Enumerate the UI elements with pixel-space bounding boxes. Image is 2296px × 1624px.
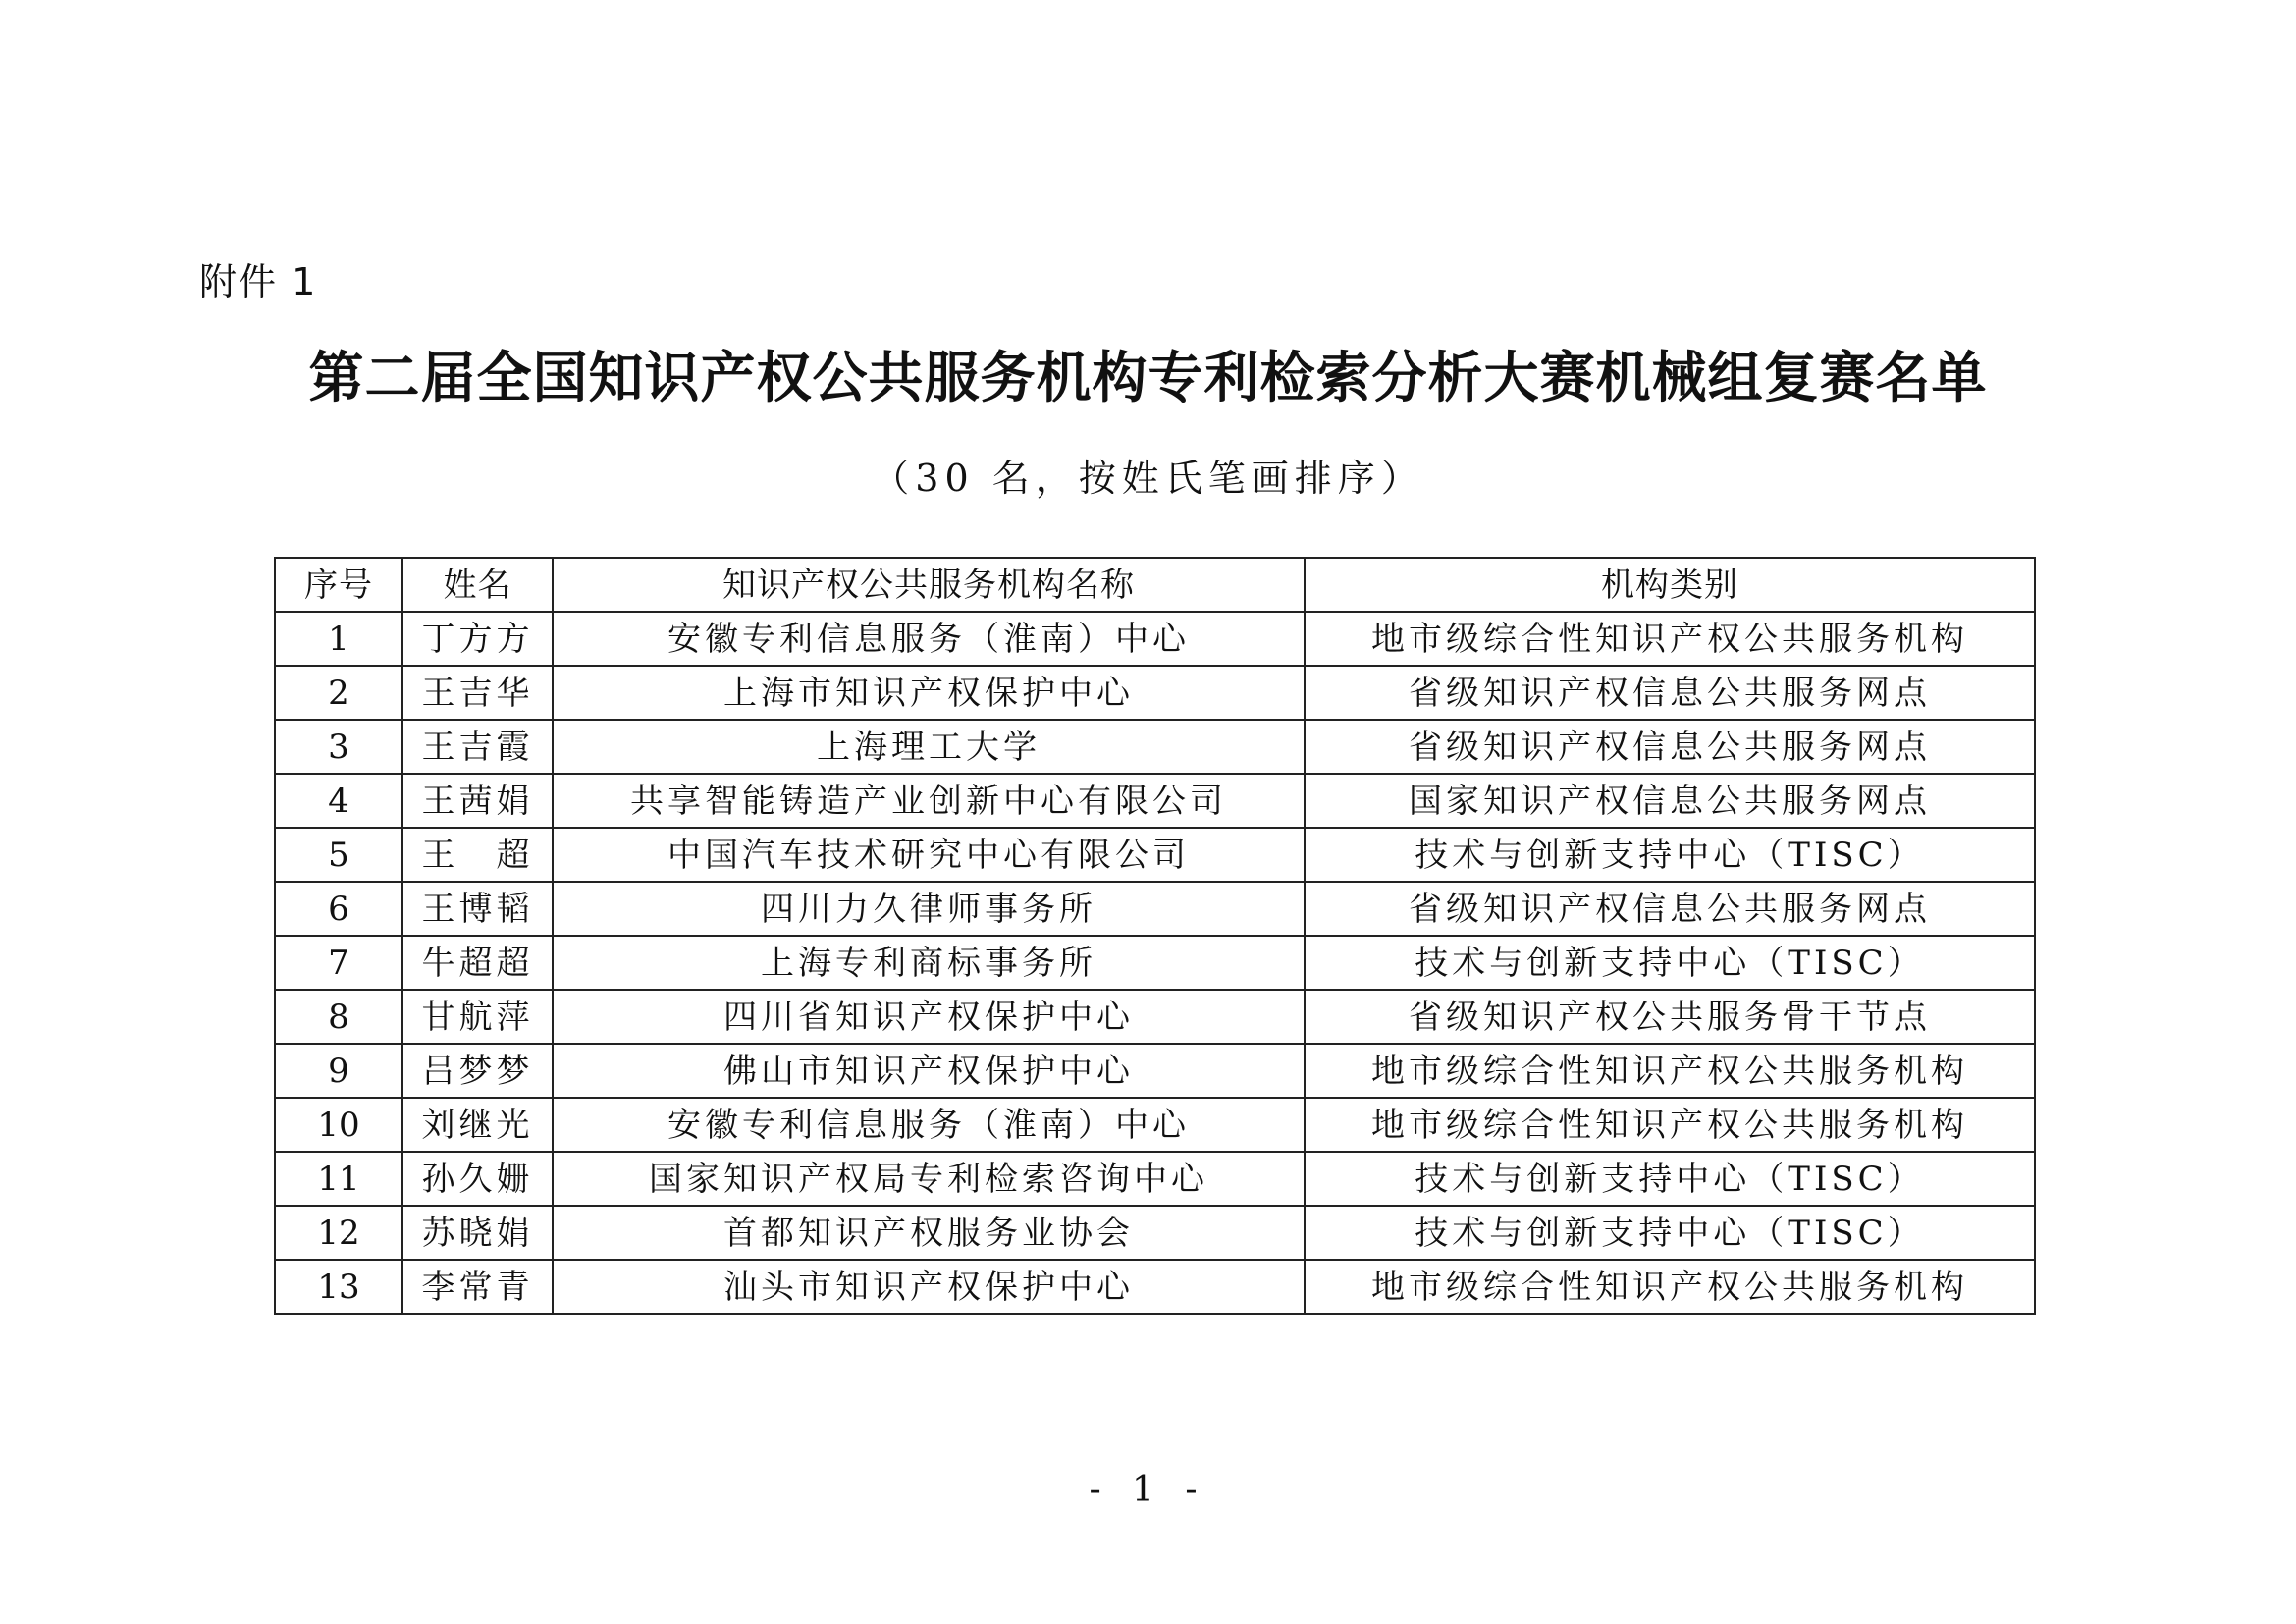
table-row <box>275 720 2035 774</box>
cell-category: 技术与创新支持中心（TISC） <box>1305 936 2035 990</box>
cell-serial-number: 8 <box>275 990 402 1044</box>
table-row <box>275 1260 2035 1314</box>
table-row <box>275 936 2035 990</box>
cell-name: 牛超超 <box>402 936 553 990</box>
cell-name: 丁方方 <box>402 612 553 666</box>
cell-name: 甘航萍 <box>402 990 553 1044</box>
cell-category: 地市级综合性知识产权公共服务机构 <box>1305 1044 2035 1098</box>
page-number: - 1 - <box>1089 1470 1207 1510</box>
table-row <box>275 882 2035 936</box>
table-body <box>275 612 2035 1314</box>
cell-institution: 安徽专利信息服务（淮南）中心 <box>553 1098 1305 1152</box>
cell-category: 省级知识产权信息公共服务网点 <box>1305 666 2035 720</box>
table-row <box>275 666 2035 720</box>
cell-serial-number: 4 <box>275 774 402 828</box>
cell-institution: 国家知识产权局专利检索咨询中心 <box>553 1152 1305 1206</box>
cell-institution: 共享智能铸造产业创新中心有限公司 <box>553 774 1305 828</box>
table-row <box>275 990 2035 1044</box>
cell-institution: 佛山市知识产权保护中心 <box>553 1044 1305 1098</box>
cell-institution: 四川省知识产权保护中心 <box>553 990 1305 1044</box>
cell-category: 地市级综合性知识产权公共服务机构 <box>1305 612 2035 666</box>
cell-name: 苏晓娟 <box>402 1206 553 1260</box>
cell-serial-number: 13 <box>275 1260 402 1314</box>
cell-serial-number: 6 <box>275 882 402 936</box>
cell-name: 孙久姗 <box>402 1152 553 1206</box>
cell-serial-number: 10 <box>275 1098 402 1152</box>
table-header <box>275 558 2035 612</box>
cell-category: 国家知识产权信息公共服务网点 <box>1305 774 2035 828</box>
cell-institution: 中国汽车技术研究中心有限公司 <box>553 828 1305 882</box>
cell-serial-number: 1 <box>275 612 402 666</box>
cell-serial-number: 11 <box>275 1152 402 1206</box>
cell-institution: 安徽专利信息服务（淮南）中心 <box>553 612 1305 666</box>
table-row <box>275 774 2035 828</box>
cell-name: 李常青 <box>402 1260 553 1314</box>
cell-institution: 上海市知识产权保护中心 <box>553 666 1305 720</box>
cell-category: 技术与创新支持中心（TISC） <box>1305 1152 2035 1206</box>
header-name: 姓名 <box>402 558 553 612</box>
cell-serial-number: 7 <box>275 936 402 990</box>
table-row <box>275 612 2035 666</box>
cell-category: 省级知识产权信息公共服务网点 <box>1305 882 2035 936</box>
cell-name: 王博韬 <box>402 882 553 936</box>
header-category: 机构类别 <box>1305 558 2035 612</box>
table-row <box>275 1206 2035 1260</box>
attachment-label: 附件 1 <box>199 260 318 303</box>
table-row <box>275 1044 2035 1098</box>
cell-institution: 上海理工大学 <box>553 720 1305 774</box>
cell-category: 省级知识产权信息公共服务网点 <box>1305 720 2035 774</box>
cell-institution: 上海专利商标事务所 <box>553 936 1305 990</box>
cell-serial-number: 2 <box>275 666 402 720</box>
document-subtitle: （30 名，按姓氏笔画排序） <box>872 457 1424 500</box>
cell-serial-number: 5 <box>275 828 402 882</box>
cell-name: 王茜娟 <box>402 774 553 828</box>
cell-institution: 四川力久律师事务所 <box>553 882 1305 936</box>
cell-name: 王吉华 <box>402 666 553 720</box>
cell-category: 省级知识产权公共服务骨干节点 <box>1305 990 2035 1044</box>
cell-serial-number: 12 <box>275 1206 402 1260</box>
cell-name: 刘继光 <box>402 1098 553 1152</box>
table-row <box>275 828 2035 882</box>
cell-name: 吕梦梦 <box>402 1044 553 1098</box>
cell-institution: 汕头市知识产权保护中心 <box>553 1260 1305 1314</box>
header-serial-number: 序号 <box>275 558 402 612</box>
cell-category: 地市级综合性知识产权公共服务机构 <box>1305 1098 2035 1152</box>
document-title: 第二届全国知识产权公共服务机构专利检索分析大赛机械组复赛名单 <box>308 347 1988 410</box>
cell-name: 王吉霞 <box>402 720 553 774</box>
cell-category: 地市级综合性知识产权公共服务机构 <box>1305 1260 2035 1314</box>
roster-table <box>274 557 2036 1315</box>
table-row <box>275 1152 2035 1206</box>
table-row <box>275 1098 2035 1152</box>
header-row <box>275 558 2035 612</box>
header-institution: 知识产权公共服务机构名称 <box>553 558 1305 612</box>
cell-category: 技术与创新支持中心（TISC） <box>1305 828 2035 882</box>
cell-serial-number: 9 <box>275 1044 402 1098</box>
cell-category: 技术与创新支持中心（TISC） <box>1305 1206 2035 1260</box>
cell-serial-number: 3 <box>275 720 402 774</box>
cell-institution: 首都知识产权服务业协会 <box>553 1206 1305 1260</box>
cell-name: 王 超 <box>402 828 553 882</box>
